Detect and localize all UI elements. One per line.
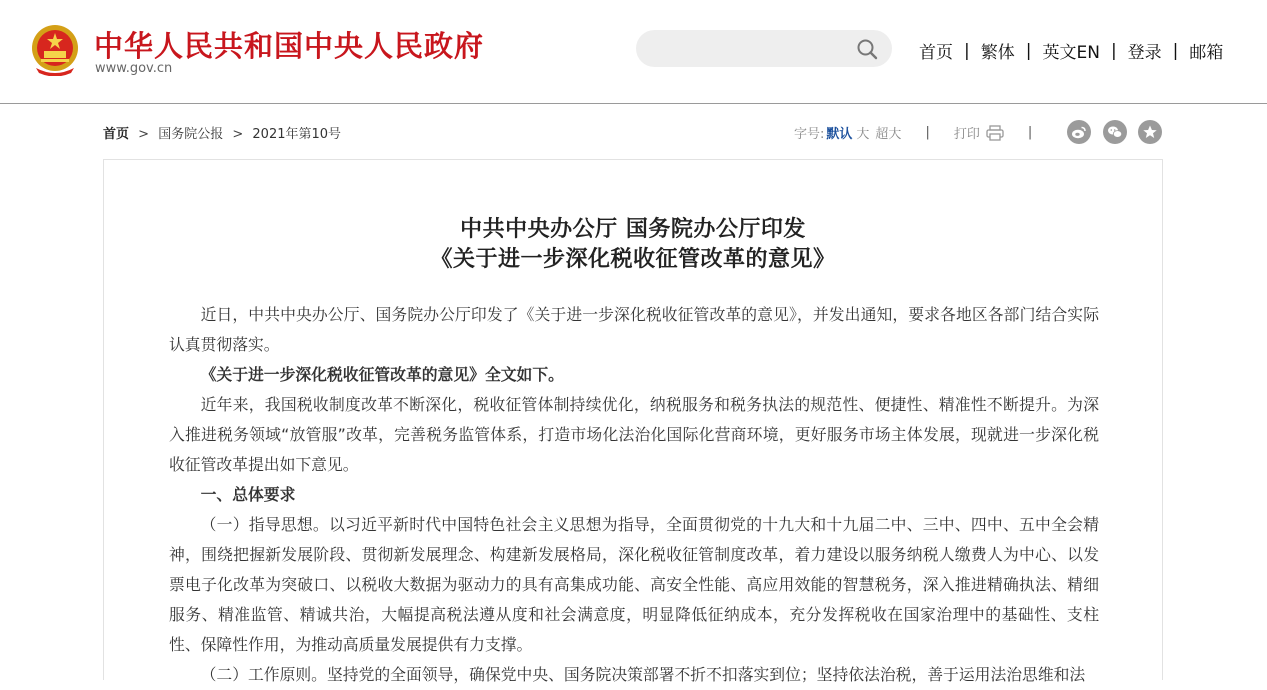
search-icon[interactable] <box>856 38 878 60</box>
article-title-line2: 《关于进一步深化税收征管改革的意见》 <box>430 247 836 272</box>
site-url[interactable]: www.gov.cn <box>95 61 173 76</box>
weibo-icon <box>1071 124 1087 140</box>
font-size-large[interactable]: 大 <box>856 127 870 142</box>
tools-separator: | <box>925 125 930 140</box>
article-title-line1: 中共中央办公厅 国务院办公厅印发 <box>460 217 806 242</box>
sub-bar <box>0 120 1267 144</box>
top-nav <box>919 38 1223 63</box>
paragraph: （二）工作原则。坚持党的全面领导，确保党中央、国务院决策部署不折不扣落实到位；坚持依法治税，善于运用法治思维和法 <box>200 665 1086 684</box>
wechat-icon <box>1107 124 1123 140</box>
nav-traditional[interactable]: 繁体 <box>980 43 1015 63</box>
favorite-button[interactable] <box>1138 120 1162 144</box>
nav-separator: | <box>1110 40 1117 61</box>
search-input[interactable] <box>636 30 892 67</box>
font-size-default[interactable]: 默认 <box>826 127 853 142</box>
nav-english[interactable]: 英文EN <box>1042 43 1100 63</box>
paragraph: 近日，中共中央办公厅、国务院办公厅印发了《关于进一步深化税收征管改革的意见》，并发出通知，要求各地区各部门结合实际认真贯彻落实。 <box>169 305 1099 354</box>
breadcrumb-issue[interactable]: 2021年第10号 <box>252 127 342 142</box>
nav-separator: | <box>1025 40 1032 61</box>
national-emblem-icon[interactable] <box>30 24 80 76</box>
nav-separator: | <box>1172 40 1179 61</box>
paragraph: （一）指导思想。以习近平新时代中国特色社会主义思想为指导，全面贯彻党的十九大和十九届二中、三中、四中、五中全会精神，围绕把握新发展阶段、贯彻新发展理念、构建新发展格局，深化税收征管制度改革，着力建设以服务纳税人缴费人为中心、以发票电子化改革为突破口、以税收大数据为驱动力的具有高集成功能、高安全性能、高应用效能的智慧税务，深入推进精确执法、精细服务、精准监管、精诚共治，大幅提高税法遵从度和社会满意度，明显降低征纳成本，充分发挥税收在国家治理中的基础性、支柱性、保障性作用，为推动高质量发展提供有力支撑。 <box>169 515 1099 654</box>
section-heading: 一、总体要求 <box>200 485 296 504</box>
font-size-xlarge[interactable]: 超大 <box>875 127 902 142</box>
breadcrumb-home[interactable]: 首页 <box>103 127 130 142</box>
page-tools <box>794 123 1056 142</box>
nav-home[interactable]: 首页 <box>919 43 953 63</box>
star-icon <box>1142 124 1158 140</box>
nav-mailbox[interactable]: 邮箱 <box>1189 43 1224 63</box>
nav-login[interactable]: 登录 <box>1127 43 1162 63</box>
nav-separator: | <box>964 40 970 61</box>
font-size-label: 字号: <box>794 127 825 142</box>
article-body <box>169 300 1099 690</box>
site-header <box>0 0 1267 104</box>
breadcrumb-separator: > <box>138 127 150 142</box>
paragraph: 近年来，我国税收制度改革不断深化，税收征管体制持续优化，纳税服务和税务执法的规范性、便捷性、精准性不断提升。为深入推进税务领域“放管服”改革，完善税务监管体系，打造市场化法治化国际化营商环境，更好服务市场主体发展，现就进一步深化税收征管改革提出如下意见。 <box>169 395 1099 474</box>
site-name[interactable]: 中华人民共和国中央人民政府 <box>94 29 485 63</box>
share-wechat-button[interactable] <box>1103 120 1127 144</box>
breadcrumb-separator: > <box>232 127 244 142</box>
breadcrumb-bulletin[interactable]: 国务院公报 <box>158 127 224 142</box>
article-container <box>103 159 1163 684</box>
printer-icon[interactable] <box>986 125 1004 141</box>
print-label[interactable]: 打印 <box>953 127 980 142</box>
paragraph-heading: 《关于进一步深化税收征管改革的意见》全文如下。 <box>200 365 564 384</box>
share-weibo-button[interactable] <box>1067 120 1091 144</box>
breadcrumb <box>103 123 341 142</box>
tools-separator: | <box>1027 125 1033 140</box>
